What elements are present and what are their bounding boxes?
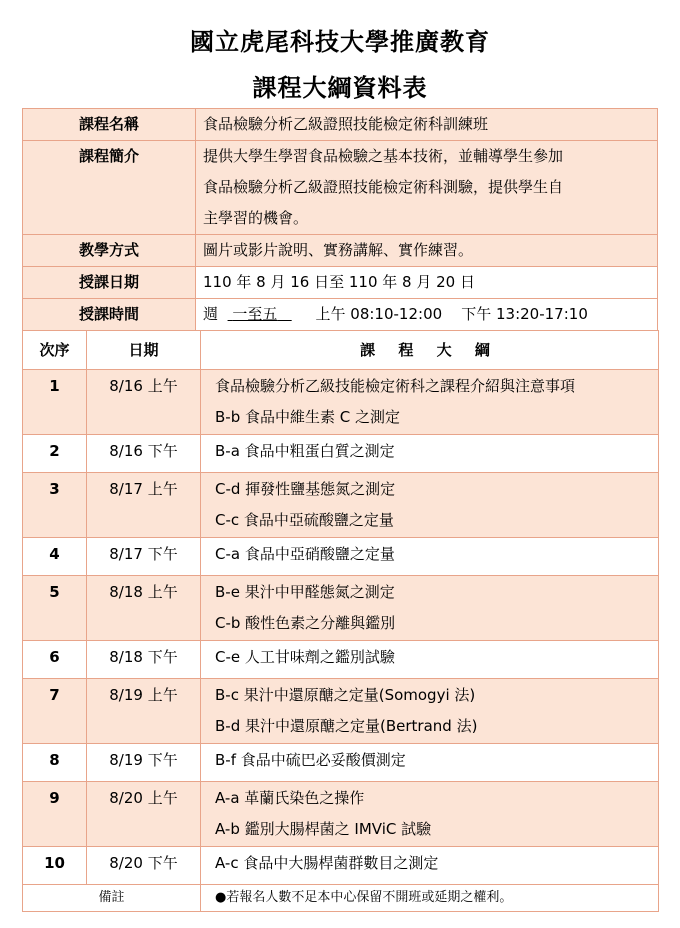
course-time-label: 授課時間: [23, 299, 196, 331]
row-content: [201, 538, 659, 576]
course-name-row: [23, 109, 658, 141]
row-content: [201, 744, 659, 782]
row-content: [201, 435, 659, 473]
row-content: [201, 679, 659, 744]
row-number: 8: [23, 744, 87, 782]
time-pm: 下午 13:20-17:10: [461, 305, 588, 323]
row-item: A-b 鑑別大腸桿菌之 IMViC 試驗: [215, 820, 432, 838]
intro-line: 食品檢驗分析乙級證照技能檢定術科測驗，提供學生自: [203, 178, 564, 196]
time-week-days-text: 一至五: [232, 305, 278, 323]
table-row: [23, 744, 659, 782]
row-item: B-d 果汁中還原醣之定量(Bertrand 法): [215, 717, 478, 735]
time-week-days: [228, 305, 292, 323]
page-subtitle: 課程大綱資料表: [252, 74, 428, 102]
course-time-value: [196, 299, 658, 331]
intro-line: 主學習的機會。: [203, 209, 309, 227]
row-item: B-e 果汁中甲醛態氮之測定: [215, 583, 395, 601]
header-no: 次序: [23, 331, 87, 370]
table-row: [23, 473, 659, 538]
header-date: 日期: [87, 331, 201, 370]
row-number: 2: [23, 435, 87, 473]
row-number: 10: [23, 847, 87, 885]
row-item: 食品檢驗分析乙級技能檢定術科之課程介紹與注意事項: [215, 377, 576, 395]
table-row: [23, 782, 659, 847]
note-row: [23, 885, 659, 912]
row-item: C-c 食品中亞硫酸鹽之定量: [215, 511, 394, 529]
page-title: 國立虎尾科技大學推廣教育: [190, 28, 490, 56]
time-week-prefix: 週: [203, 305, 219, 323]
row-date: 8/16 下午: [87, 435, 201, 473]
row-item: C-d 揮發性鹽基態氮之測定: [215, 480, 396, 498]
row-date: 8/20 下午: [87, 847, 201, 885]
row-number: 5: [23, 576, 87, 641]
teaching-method-value: 圖片或影片說明、實務講解、實作練習。: [196, 235, 658, 267]
course-dates-value: 110 年 8 月 16 日至 110 年 8 月 20 日: [196, 267, 658, 299]
row-item: B-b 食品中維生素 C 之測定: [215, 408, 401, 426]
schedule-header-row: [23, 331, 659, 370]
note-text: ●若報名人數不足本中心保留不開班或延期之權利。: [201, 885, 659, 912]
table-row: [23, 679, 659, 744]
row-date: 8/17 下午: [87, 538, 201, 576]
row-date: 8/17 上午: [87, 473, 201, 538]
row-content: [201, 576, 659, 641]
course-dates-row: [23, 267, 658, 299]
row-item: C-e 人工甘味劑之鑑別試驗: [215, 648, 395, 666]
row-item: B-f 食品中硫巴必妥酸價測定: [215, 751, 406, 769]
schedule-table: [22, 330, 659, 912]
row-content: [201, 847, 659, 885]
row-date: 8/18 上午: [87, 576, 201, 641]
row-date: 8/18 下午: [87, 641, 201, 679]
row-date: 8/16 上午: [87, 370, 201, 435]
table-row: [23, 847, 659, 885]
note-label: 備註: [23, 885, 201, 912]
course-dates-label: 授課日期: [23, 267, 196, 299]
course-intro-row: [23, 141, 658, 235]
row-number: 4: [23, 538, 87, 576]
row-content: [201, 473, 659, 538]
table-row: [23, 370, 659, 435]
header-outline: 課 程 大 綱: [201, 331, 659, 370]
table-row: [23, 538, 659, 576]
course-info-table: [22, 108, 658, 331]
row-item: A-c 食品中大腸桿菌群數目之測定: [215, 854, 439, 872]
row-item: B-a 食品中粗蛋白質之測定: [215, 442, 395, 460]
row-date: 8/19 下午: [87, 744, 201, 782]
time-am: 上午 08:10-12:00: [315, 305, 443, 323]
row-item: B-c 果汁中還原醣之定量(Somogyi 法): [215, 686, 476, 704]
row-number: 7: [23, 679, 87, 744]
table-row: [23, 641, 659, 679]
row-number: 6: [23, 641, 87, 679]
table-row: [23, 435, 659, 473]
teaching-method-row: [23, 235, 658, 267]
course-intro-value: [196, 141, 658, 235]
course-time-row: [23, 299, 658, 331]
intro-line: 提供大學生學習食品檢驗之基本技術，並輔導學生參加: [203, 147, 564, 165]
row-date: 8/19 上午: [87, 679, 201, 744]
table-row: [23, 576, 659, 641]
course-intro-label: 課程簡介: [23, 141, 196, 235]
row-date: 8/20 上午: [87, 782, 201, 847]
teaching-method-label: 教學方式: [23, 235, 196, 267]
row-number: 9: [23, 782, 87, 847]
row-number: 3: [23, 473, 87, 538]
row-content: [201, 782, 659, 847]
row-item: A-a 革蘭氏染色之操作: [215, 789, 365, 807]
course-name-label: 課程名稱: [23, 109, 196, 141]
row-item: C-b 酸性色素之分離與鑑別: [215, 614, 396, 632]
row-item: C-a 食品中亞硝酸鹽之定量: [215, 545, 395, 563]
schedule-body: [23, 370, 659, 885]
course-name-value: 食品檢驗分析乙級證照技能檢定術科訓練班: [196, 109, 658, 141]
row-content: [201, 370, 659, 435]
row-number: 1: [23, 370, 87, 435]
row-content: [201, 641, 659, 679]
